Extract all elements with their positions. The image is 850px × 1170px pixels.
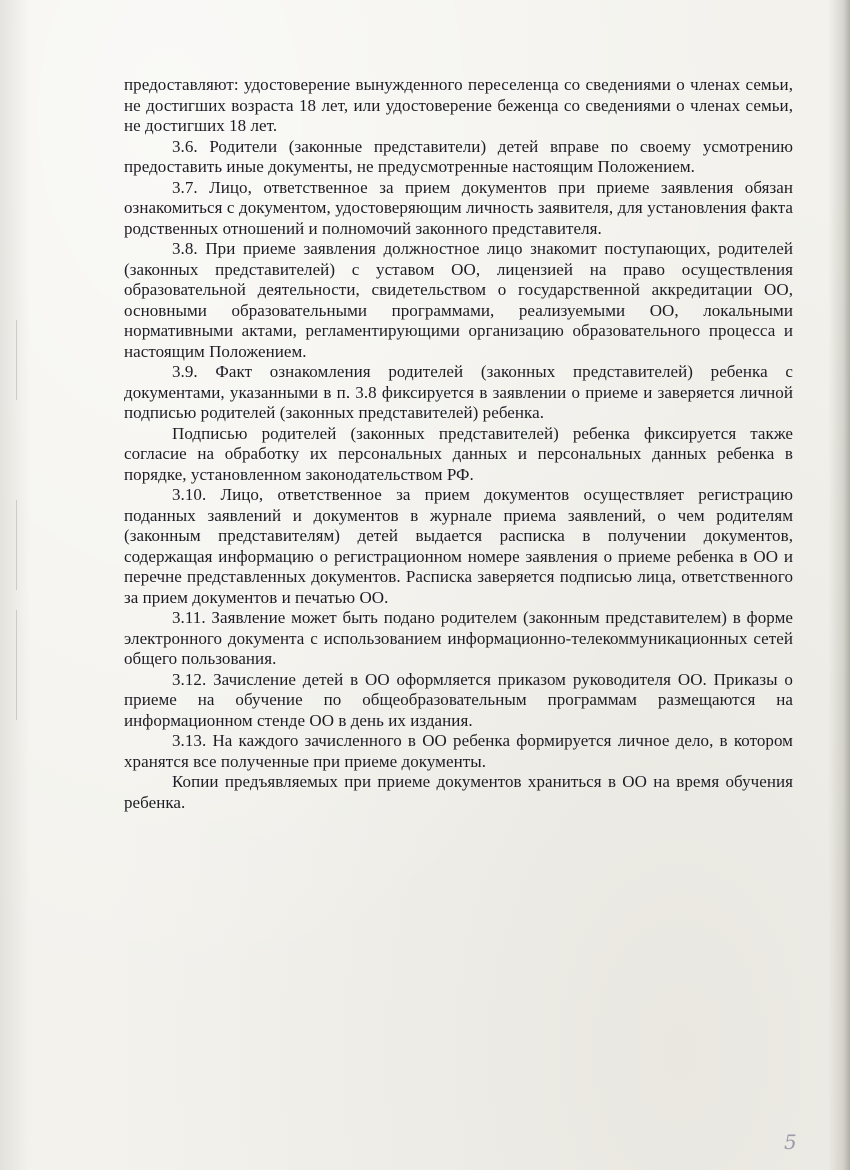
- page-number: 5: [784, 1130, 797, 1154]
- paragraph-3-12: 3.12. Зачисление детей в ОО оформляется приказом руководителя ОО. Приказы о приеме на обучение по общеобразовательным программам размещаются на информационном стенде ОО в день их издания.: [124, 669, 793, 730]
- page-left-shadow: [0, 0, 30, 1170]
- paragraph-3-6: 3.6. Родители (законные представители) детей вправе по своему усмотрению предоставить иные документы, не предусмотренные настоящим Положением.: [124, 136, 793, 176]
- paragraph-copies: Копии предъявляемых при приеме документов храниться в ОО на время обучения ребенка.: [124, 772, 793, 812]
- binding-mark: [16, 500, 23, 590]
- paragraph-3-9: 3.9. Факт ознакомления родителей (законных представителей) ребенка с документами, указанными в п. 3.8 фиксируется в заявлении о приеме и заверяется личной подписью родителей (законных представителей) ребенка.: [124, 362, 793, 422]
- paragraph-3-7: 3.7. Лицо, ответственное за прием документов при приеме заявления обязан ознакомиться с документом, удостоверяющим личность заявителя, для установления факта родственных отношений и полномочий законного представителя.: [124, 177, 793, 238]
- paragraph-3-11: 3.11. Заявление может быть подано родителем (законным представителем) в форме электронного документа с использованием информационно-телекоммуникационных сетей общего пользования.: [124, 608, 793, 668]
- paragraph-3-9-consent: Подписью родителей (законных представителей) ребенка фиксируется также согласие на обработку их персональных данных и персональных данных ребенка в порядке, установленном законодательством РФ.: [124, 423, 793, 484]
- document-body: [124, 75, 793, 813]
- binding-mark: [16, 320, 23, 400]
- paragraph-3-10: 3.10. Лицо, ответственное за прием документов осуществляет регистрацию поданных заявлений и документов в журнале приема заявлений, о чем родителям (законным представителям) детей выдается расписка в получении документов, содержащая информацию о регистрационном номере заявления о приеме ребенка в ОО и перечне представленных документов. Расписка заверяется подписью лица, ответственного за прием документов и печатью ОО.: [124, 485, 793, 607]
- binding-mark: [16, 610, 23, 720]
- paragraph-3-8: 3.8. При приеме заявления должностное лицо знакомит поступающих, родителей (законных представителей) с уставом ОО, лицензией на право осуществления образовательной деятельности, свидетельством о государственной аккредитации ОО, основными образовательными программами, реализуемыми ОО, локальными нормативными актами, регламентирующими организацию образовательного процесса и настоящим Положением.: [124, 239, 793, 361]
- page-right-edge: [828, 0, 850, 1170]
- paragraph-continuation: предоставляют: удостоверение вынужденного переселенца со сведениями о членах семьи, не достигших возраста 18 лет, или удостоверение беженца со сведениями о членах семьи, не достигших 18 лет.: [124, 75, 793, 135]
- paragraph-3-13: 3.13. На каждого зачисленного в ОО ребенка формируется личное дело, в котором хранятся все полученные при приеме документы.: [124, 731, 793, 771]
